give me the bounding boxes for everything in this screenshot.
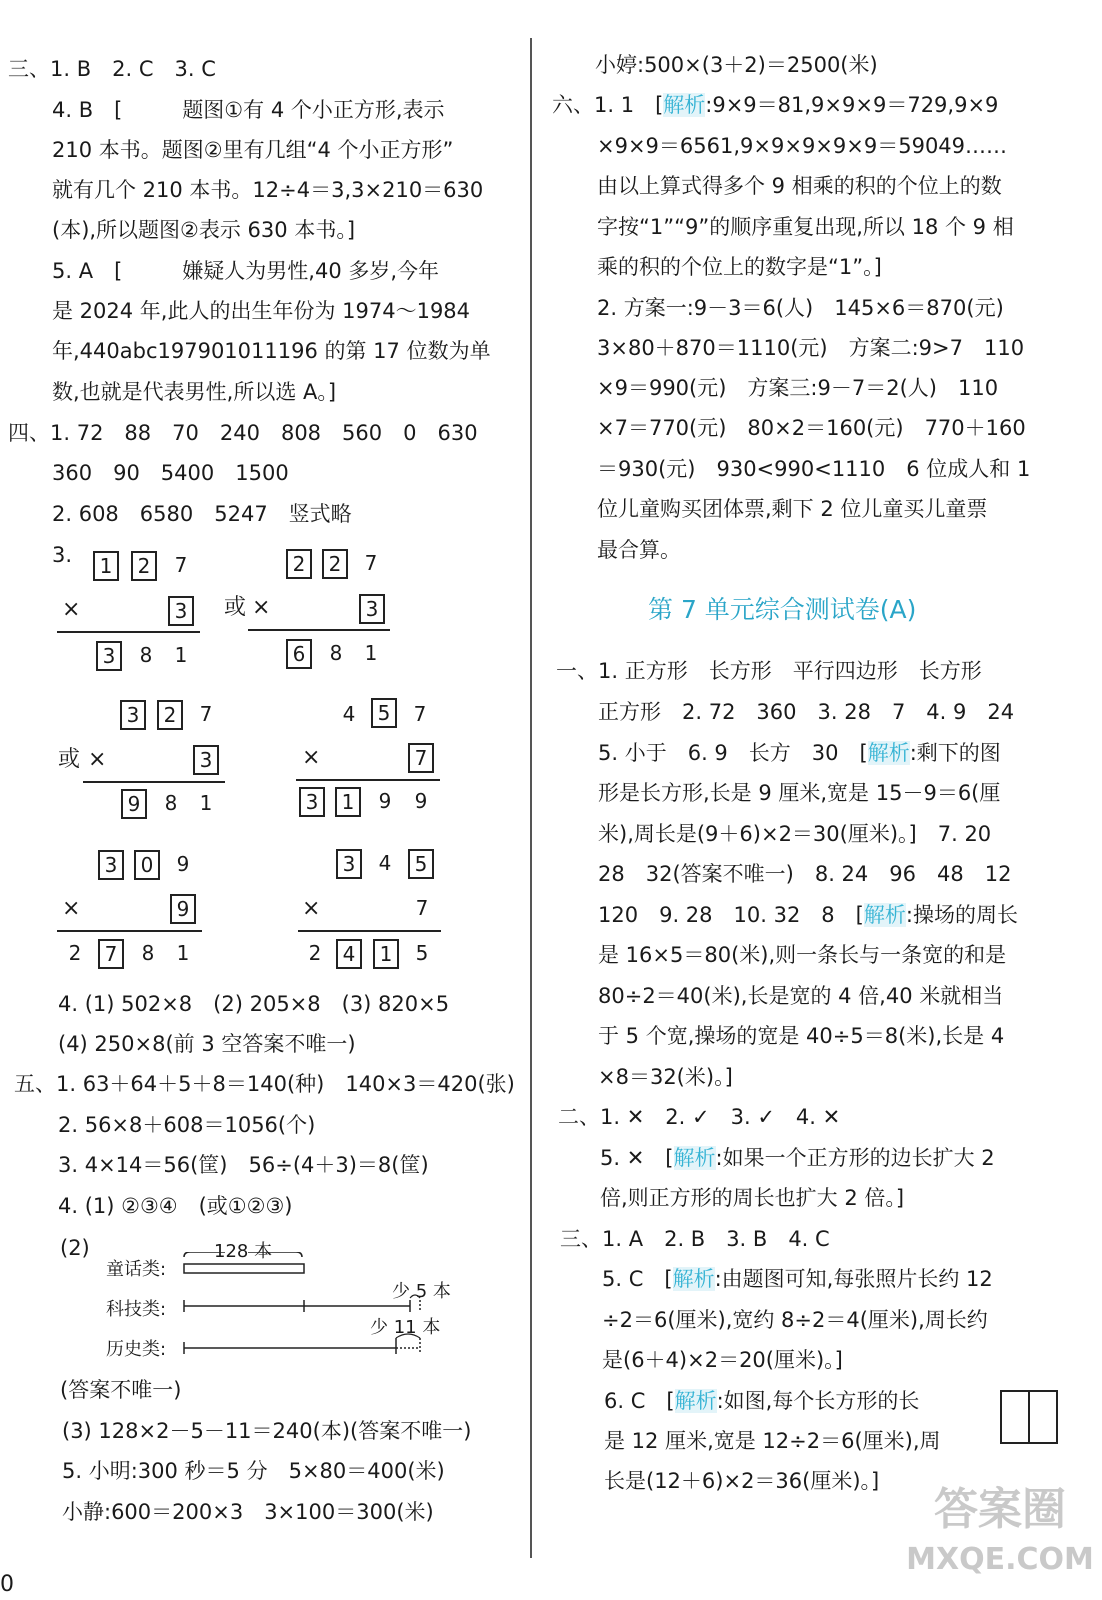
right-line: 2. 方案一:9－3＝6(人) 145×6＝870(元) (597, 296, 1004, 320)
right-line: 于 5 个宽,操场的宽是 40÷5＝8(米),长是 4 (598, 1024, 1005, 1048)
digit-box: 5 (371, 698, 397, 728)
left-line: 210 本书。题图②里有几组“4 个小正方形” (52, 138, 454, 162)
analysis-tag: 解析 (674, 1389, 717, 1413)
right-line: ×7＝770(元) 80×2＝160(元) 770＋160 (597, 416, 1026, 440)
digit-box: 3 (336, 849, 362, 879)
digit-box: 1 (373, 939, 399, 969)
digit-box: 7 (98, 939, 124, 969)
left-line: (本),所以题图②表示 630 本书。] (52, 218, 356, 242)
left-line: 是 2024 年,此人的出生年份为 1974～1984 (52, 299, 471, 323)
digit-box: 6 (286, 639, 312, 669)
analysis-tag: 解析 (673, 1146, 716, 1170)
right-line: 米),周长是(9＋6)×2＝30(厘米)。] 7. 20 (598, 822, 992, 846)
digit: 7 (174, 553, 188, 577)
less-11-label: 少 11 本 (370, 1317, 441, 1338)
digit-box: 3 (120, 700, 146, 730)
left-line: 3. 4×14＝56(筐) 56÷(4＋3)＝8(筐) (58, 1153, 429, 1177)
digit: 4 (378, 851, 392, 875)
right-line: 5. ✕ [解析:如果一个正方形的边长扩大 2 (600, 1146, 995, 1170)
digit-box: 3 (359, 594, 385, 624)
left-line-q5: 5. A [ 嫌疑人为男性,40 多岁,今年 (52, 259, 440, 283)
times-sign: × (302, 745, 321, 770)
rule-line (248, 629, 390, 631)
or-label: 或 (58, 747, 81, 772)
times-sign: × (302, 896, 321, 921)
digit-box: 2 (322, 549, 348, 579)
right-line: 位儿童购买团体票,剩下 2 位儿童买儿童票 (597, 497, 988, 521)
digit-box: 3 (193, 745, 219, 775)
left-line-sec4: 四、1. 72 88 70 240 808 560 0 630 (8, 421, 478, 445)
right-line: ×9＝990(元) 方案三:9－7＝2(人) 110 (597, 376, 999, 400)
digit-box: 3 (299, 787, 325, 817)
left-line-sec5: 五、1. 63＋64＋5＋8＝140(种) 140×3＝420(张) (14, 1072, 515, 1096)
left-line: (4) 250×8(前 3 空答案不唯一) (58, 1032, 356, 1056)
right-line: 80÷2＝40(米),长是宽的 4 倍,40 米就相当 (598, 984, 1004, 1008)
right-line: 由以上算式得多个 9 相乘的积的个位上的数 (597, 174, 1002, 198)
times-sign: × (62, 896, 81, 921)
digit-box: 3 (168, 596, 194, 626)
right-line: 倍,则正方形的周长也扩大 2 倍。] (600, 1186, 905, 1210)
left-line: 4. (1) 502×8 (2) 205×8 (3) 820×5 (58, 992, 450, 1016)
right-line: 正方形 2. 72 360 3. 28 7 4. 9 24 (598, 700, 1015, 724)
digit-box: 7 (408, 743, 434, 773)
digit: 5 (415, 941, 429, 965)
digit: 2 (68, 941, 82, 965)
column-divider (530, 38, 532, 1558)
section-title: 第 7 单元综合测试卷(A) (648, 595, 917, 624)
analysis-tag: 解析 (663, 93, 706, 117)
row-label-fairy: 童话类: (106, 1259, 167, 1280)
left-line: 4. (1) ②③④ (或①②③) (58, 1194, 293, 1218)
less-5-label: 少 5 本 (392, 1281, 451, 1302)
right-line: ×9×9＝6561,9×9×9×9×9＝59049…… (597, 134, 1008, 158)
digit-box: 1 (93, 551, 119, 581)
right-line: 小婷:500×(3＋2)＝2500(米) (595, 53, 878, 77)
digit: 1 (174, 643, 188, 667)
label-3: 3. (52, 543, 73, 567)
digit: 4 (342, 702, 356, 726)
rule-line (298, 930, 441, 932)
digit-box: 2 (131, 551, 157, 581)
right-line: 120 9. 28 10. 32 8 [解析:操场的周长 (598, 903, 1018, 927)
digit-box: 1 (335, 787, 361, 817)
digit-box: 0 (134, 850, 160, 880)
digit: 8 (139, 643, 153, 667)
rule-line (57, 930, 202, 932)
rule-line (83, 781, 225, 783)
digit-box: 2 (157, 700, 183, 730)
left-line: 5. 小明:300 秒＝5 分 5×80＝400(米) (62, 1459, 445, 1483)
digit: 1 (364, 641, 378, 665)
digit-box: 3 (98, 850, 124, 880)
or-label: 或 (224, 595, 247, 620)
right-line: 是(6＋4)×2＝20(厘米)。] (602, 1348, 843, 1372)
watermark-url: MXQE.COM (906, 1542, 1094, 1577)
digit-box: 9 (121, 789, 147, 819)
digit: 8 (141, 941, 155, 965)
digit-box: 3 (96, 641, 122, 671)
left-line: 年,440abc197901011196 的第 17 位数为单 (52, 339, 491, 363)
rule-line (57, 631, 200, 633)
rule-line (296, 779, 440, 781)
left-line: 就有几个 210 本书。12÷4＝3,3×210＝630 (52, 178, 484, 202)
two-rectangles-figure (1000, 1390, 1058, 1444)
right-line: 3×80＋870＝1110(元) 方案二:9>7 110 (597, 336, 1025, 360)
digit: 8 (329, 641, 343, 665)
digit: 8 (164, 791, 178, 815)
left-line-q4: 4. B [ 题图①有 4 个小正方形,表示 (52, 98, 445, 122)
rect-divider (1028, 1392, 1030, 1442)
right-line: 字按“1”“9”的顺序重复出现,所以 18 个 9 相 (597, 215, 1014, 239)
right-line: 28 32(答案不唯一) 8. 24 96 48 12 (598, 862, 1012, 886)
watermark-text: 答案圈 (934, 1484, 1066, 1535)
diagram-part-label: (2) (60, 1236, 90, 1260)
right-line: 是 16×5＝80(米),则一条长与一条宽的和是 (598, 943, 1007, 967)
analysis-tag: 解析 (672, 1267, 715, 1291)
left-line: 小静:600＝200×3 3×100＝300(米) (62, 1500, 434, 1524)
right-line: 5. 小于 6. 9 长方 30 [解析:剩下的图 (598, 741, 1001, 765)
analysis-tag: 解析 (867, 741, 910, 765)
digit: 7 (199, 702, 213, 726)
left-line: 2. 56×8＋608＝1056(个) (58, 1113, 316, 1137)
right-line-sec6: 六、1. 1 [解析:9×9＝81,9×9×9＝729,9×9 (552, 93, 999, 117)
digit: 9 (378, 789, 392, 813)
digit: 7 (413, 702, 427, 726)
right-line: 6. C [解析:如图,每个长方形的长 (604, 1389, 920, 1413)
row-label-science: 科技类: (106, 1299, 167, 1320)
digit: 7 (415, 896, 429, 920)
page-number: 0 (0, 1572, 14, 1597)
left-line: 2. 608 6580 5247 竖式略 (52, 502, 352, 526)
left-line: 数,也就是代表男性,所以选 A。] (52, 380, 337, 404)
right-line: 乘的积的个位上的数字是“1”。] (597, 255, 882, 279)
bar-top-label: 128 本 (214, 1241, 273, 1262)
left-line-sec3: 三、1. B 2. C 3. C (8, 57, 216, 81)
analysis-tag: 解析 (863, 903, 906, 927)
right-line: ÷2＝6(厘米),宽约 8÷2＝4(厘米),周长约 (602, 1308, 988, 1332)
left-line: 360 90 5400 1500 (52, 461, 289, 485)
digit: 1 (176, 941, 190, 965)
right-line: ×8＝32(米)。] (598, 1065, 733, 1089)
times-sign: × (62, 597, 81, 622)
digit: 2 (308, 941, 322, 965)
digit: 1 (199, 791, 213, 815)
right-line: ＝930(元) 930<990<1110 6 位成人和 1 (597, 457, 1031, 481)
row-label-history: 历史类: (106, 1339, 167, 1360)
right-line-sec2: 二、1. ✕ 2. ✓ 3. ✓ 4. ✕ (558, 1105, 841, 1129)
digit-box: 4 (336, 939, 362, 969)
right-line: 形是长方形,长是 9 厘米,宽是 15－9＝6(厘 (598, 781, 1001, 805)
digit-box: 2 (286, 549, 312, 579)
right-line: 是 12 厘米,宽是 12÷2＝6(厘米),周 (604, 1429, 941, 1453)
right-line: 最合算。 (597, 538, 681, 562)
digit: 9 (176, 852, 190, 876)
watermark-logo (905, 1480, 1095, 1592)
digit: 7 (364, 551, 378, 575)
right-line-sec1: 一、1. 正方形 长方形 平行四边形 长方形 (556, 659, 982, 683)
right-line: 长是(12＋6)×2＝36(厘米)。] (604, 1469, 880, 1493)
right-line: 5. C [解析:由题图可知,每张照片长约 12 (602, 1267, 993, 1291)
times-sign: × (88, 747, 107, 772)
left-line: (答案不唯一) (60, 1378, 182, 1402)
right-line-sec3: 三、1. A 2. B 3. B 4. C (560, 1227, 830, 1251)
bar-diagram-lines (170, 1252, 450, 1362)
left-line: (3) 128×2－5－11＝240(本)(答案不唯一) (62, 1419, 472, 1443)
digit-box: 5 (408, 849, 434, 879)
digit-box: 9 (170, 894, 196, 924)
digit: 9 (414, 789, 428, 813)
times-sign: × (252, 595, 271, 620)
